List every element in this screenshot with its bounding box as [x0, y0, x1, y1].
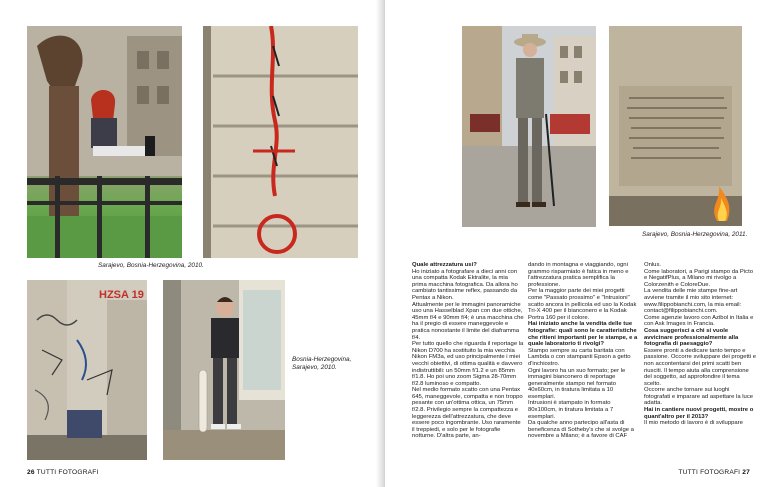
paragraph: Per la maggior parte dei miei progetti come "Passato prossimo" e "Intrusioni" scatto ancora in pellicola ed uso la Kodak Tri-X 400 per il bianconero e la Kodak Portra 160 per il colore. [528, 288, 637, 321]
photo-girl-on-railing [27, 26, 182, 258]
paragraph: Come agenzie lavoro con Azibol in Italia e con Ask Images in Francia. [644, 314, 754, 328]
folio-right [678, 469, 750, 476]
paragraph: Hai in cantiere nuovi progetti, mostre o quant'altro per il 2013? [644, 407, 754, 420]
paragraph: La vendita delle mie stampe fine-art avviene tramite il mio sito internet: www.filippobianchi.com, la mia email: contact@filippobianchi.com. [644, 288, 742, 315]
caption-bottom-left: Bosnia-Herzegovina, Sarajevo, 2010. [292, 356, 352, 371]
photo-skater [163, 280, 285, 460]
right-page [385, 0, 770, 487]
caption-top-right: Sarajevo, Bosnia-Herzegovina, 2011. [642, 231, 748, 238]
photo-skater-graphic [163, 280, 285, 460]
magazine-title-right: TUTTI FOTOGRAFI [678, 469, 741, 476]
paragraph: Come laboratori, a Parigi stampo da Picto e NegatifPlus, a Milano mi rivolgo a Colorzenith e ColoreDue. [644, 268, 754, 288]
paragraph: Il mio metodo di lavoro è di sviluppare [644, 420, 743, 427]
photo-graffiti-graphic [27, 280, 147, 460]
paragraph: dando in montagna e viaggiando, ogni grammo risparmiato è fatica in meno e l'attrezzatura pratica semplifica la professione. [528, 262, 629, 288]
caption-top-left: Sarajevo, Bosnia-Herzegovina, 2010. [98, 262, 204, 269]
page-number-right: 27 [742, 469, 750, 476]
photo-memorial-graphic [609, 26, 742, 226]
paragraph: Attualmente per le immagini panoramiche uso una Hasselblad Xpan con due ottiche, 45mm f/4 e 90mm f/4; è una macchina che ha il pregio di essere maneggevole e pratica nonostante il limite del diaframma f/4. [412, 301, 524, 341]
paragraph: Quale attrezzatura usi? [412, 262, 477, 268]
photo-girl-graphic [27, 26, 182, 258]
photo-memorial-flame [609, 26, 742, 226]
folio-left [27, 469, 99, 476]
paragraph: Stampo sempre su carta baritata con Lambda o con stampanti Epson a getto d'inchiostro. [528, 347, 631, 367]
text-column-1 [412, 262, 524, 440]
svg-text:HZSA 19: HZSA 19 [99, 289, 144, 301]
paragraph: Essere pronti a dedicare tanto tempo e passione. Occorre sviluppare dei progetti e non accontentarsi dei primi scatti ben riusciti. Il tempo aiuta alla comprensione del soggetto, ad approfondire il tema scelto. [644, 347, 756, 387]
photo-wall-graphic [203, 26, 358, 258]
magazine-title-left: TUTTI FOTOGRAFI [36, 469, 99, 476]
paragraph: Ho iniziato a fotografare a dieci anni con una compatta Kodak Ektralite, la mia prima macchina fotografica. Da allora ho cambiato tantissime reflex, passando da Pentax a Nikon. [412, 268, 518, 301]
paragraph: Nel medio formato scatto con una Pentax 645, maneggevole, compatta e non troppo pesante con un'ottima ottica, un 75mm f/2.8. Privilegio sempre la compattezza e leggerezza dell'attrezzatura, che deve essere poco ingombrante. Uso raramente il treppiedi, e solo per le fotografie notturne. D'altra parte, an- [412, 387, 523, 440]
text-column-2 [528, 262, 640, 440]
photo-old-man-cane [462, 26, 596, 227]
photo-graffiti-corner [27, 280, 147, 460]
paragraph: Intrusioni è stampato in formato 80x100cm, in tiratura limitata a 7 esemplari. [528, 400, 614, 420]
paragraph: Hai iniziato anche la vendita delle tue fotografie: quali sono le caratteristiche che ritieni importanti per le stampe, e a quale laboratorio ti rivolgi? [528, 321, 638, 348]
paragraph: Per tutto quello che riguarda il reportage la Nikon D700 ha sostituito la mia vecchia Nikon FM3a, ed uso principalmente i miei vecchi obiettivi, di ottima qualità e davvero indistruttibili: un 50mm f/1.2 e un 85mm f/1.8. Ho poi uno zoom Sigma 28-70mm f/2.8 luminoso e compatto. [412, 341, 524, 387]
paragraph: Ogni lavoro ha un suo formato; per le immagini bianconero di reportage generalmente stampo nel formato 40x60cm, in tiratura limitata a 10 esemplari. [528, 367, 626, 400]
paragraph: Onlus. [644, 262, 662, 268]
paragraph: Occorre anche tornare sui luoghi fotografati e imparare ad aspettare la luce adatta. [644, 387, 754, 407]
paragraph: Da qualche anno partecipo all'asta di beneficenza di Sotheby's che si svolge a novembre a Milano; è a favore di CAF [528, 420, 634, 440]
paragraph: Cosa suggerisci a chi si vuole avvicinare professionalmente alla fotografia di paesaggio? [644, 327, 739, 348]
text-column-3 [644, 262, 756, 427]
photo-wall-red-paint [203, 26, 358, 258]
page-number-left: 26 [27, 469, 35, 476]
photo-old-man-graphic [462, 26, 596, 227]
